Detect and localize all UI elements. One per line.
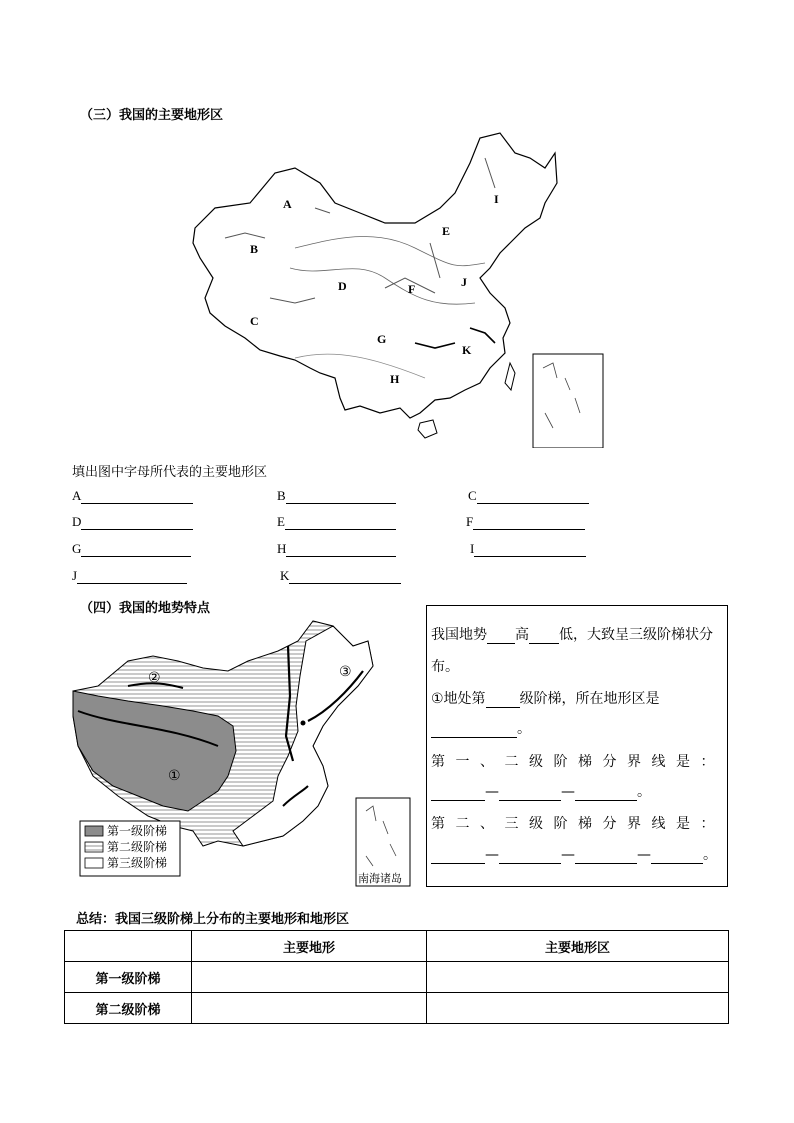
river-yangtze xyxy=(290,268,475,304)
blank-h[interactable] xyxy=(277,541,396,557)
blank-line-b[interactable] xyxy=(286,490,396,504)
terrain-steps-map xyxy=(68,616,413,888)
q3-dash-1: — xyxy=(485,784,499,800)
q4-blank-1[interactable] xyxy=(431,849,485,864)
blank-c[interactable] xyxy=(468,488,589,504)
table-header-terrain: 主要地形 xyxy=(192,931,427,962)
q1-text-b: 高 xyxy=(515,627,529,643)
blank-line-e[interactable] xyxy=(285,516,396,530)
inset-label: 南海诸岛 xyxy=(358,872,402,885)
q1-text-d: 布。 xyxy=(431,659,459,675)
question-4-line-1 xyxy=(431,813,725,833)
blank-label-a: A xyxy=(72,488,82,503)
q3-blank-3[interactable] xyxy=(575,786,637,801)
table-header-corner xyxy=(65,931,192,962)
table-header-row xyxy=(65,931,729,962)
blank-line-j[interactable] xyxy=(77,570,187,584)
q4-blank-2[interactable] xyxy=(499,849,561,864)
table-row-label: 第一级阶梯 xyxy=(65,962,192,993)
blank-label-h: H xyxy=(277,541,287,556)
q4-dash-3: — xyxy=(637,847,651,863)
map-label-h: H xyxy=(390,372,400,386)
q4-blank-4[interactable] xyxy=(651,849,703,864)
table-row xyxy=(65,962,729,993)
blank-g[interactable] xyxy=(72,541,191,557)
summary-table xyxy=(64,930,729,1024)
beijing-dot xyxy=(301,721,306,726)
map-label-k: K xyxy=(462,343,472,357)
table-cell-region[interactable] xyxy=(427,962,729,993)
q2-text-b: 级阶梯，所在地形区是 xyxy=(519,691,660,707)
blank-label-b: B xyxy=(277,488,286,503)
table-cell-region[interactable] xyxy=(427,993,729,1024)
q4-text: 第二、三级阶梯分界线是： xyxy=(431,816,725,832)
q3-text: 第一、二级阶梯分界线是： xyxy=(431,754,725,770)
q4-dash-2: — xyxy=(561,847,575,863)
question-2-line-2 xyxy=(431,718,725,738)
mountain-ranges xyxy=(225,158,495,303)
blank-line-k[interactable] xyxy=(289,570,401,584)
map-label-b: B xyxy=(250,242,259,256)
legend-label-1: 第一级阶梯 xyxy=(107,824,168,838)
legend-label-2: 第二级阶梯 xyxy=(107,840,168,854)
blank-label-i: I xyxy=(470,541,475,556)
blank-line-a[interactable] xyxy=(81,490,193,504)
china-outline xyxy=(193,133,557,418)
blank-i[interactable] xyxy=(470,541,586,557)
q3-end: 。 xyxy=(637,784,651,800)
table-row-label: 第二级阶梯 xyxy=(65,993,192,1024)
blank-label-k: K xyxy=(280,568,290,583)
step-mark-1: ① xyxy=(168,768,181,784)
q4-end: 。 xyxy=(703,847,717,863)
question-4-line-2 xyxy=(431,844,725,864)
section3-heading: （三）我国的主要地形区 xyxy=(80,108,224,123)
question-3-line-1 xyxy=(431,751,725,771)
map-label-a: A xyxy=(283,197,292,211)
q3-blank-2[interactable] xyxy=(499,786,561,801)
blank-b[interactable] xyxy=(277,488,396,504)
section4-heading: （四）我国的地势特点 xyxy=(80,601,211,616)
map-label-c: C xyxy=(250,314,259,328)
hainan-island xyxy=(418,420,437,438)
map-label-i: I xyxy=(494,192,499,206)
section3-instruction: 填出图中字母所代表的主要地形区 xyxy=(72,465,268,480)
china-terrain-map xyxy=(185,128,615,448)
blank-a[interactable] xyxy=(72,488,193,504)
blank-label-e: E xyxy=(277,514,285,529)
legend-swatch-1 xyxy=(85,826,103,836)
blank-k[interactable] xyxy=(280,568,401,584)
question-1-line-1 xyxy=(431,624,725,644)
blank-line-h[interactable] xyxy=(286,543,396,557)
blank-line-d[interactable] xyxy=(81,516,193,530)
q1-text-c: 低，大致呈三级阶梯状分 xyxy=(559,627,713,643)
map-label-e: E xyxy=(442,224,451,238)
terrain-boundaries xyxy=(415,328,495,348)
map-label-g: G xyxy=(377,332,387,346)
river-south xyxy=(295,354,425,378)
blank-e[interactable] xyxy=(277,514,396,530)
question-box xyxy=(426,605,728,887)
table-header-region: 主要地形区 xyxy=(427,931,729,962)
q2-text-a: ①地处第 xyxy=(431,691,486,707)
summary-heading: 总结：我国三级阶梯上分布的主要地形和地形区 xyxy=(76,912,350,927)
q3-dash-2: — xyxy=(561,784,575,800)
blank-f[interactable] xyxy=(466,514,585,530)
step-mark-3: ③ xyxy=(339,664,352,680)
step-mark-2: ② xyxy=(148,670,161,686)
question-1-line-2 xyxy=(431,656,725,676)
q2-blank-2[interactable] xyxy=(431,723,517,738)
q1-blank-2[interactable] xyxy=(529,629,559,644)
river-yellow xyxy=(295,236,485,265)
q4-dash-1: — xyxy=(485,847,499,863)
blank-label-d: D xyxy=(72,514,82,529)
legend-label-3: 第三级阶梯 xyxy=(107,856,168,870)
blank-d[interactable] xyxy=(72,514,193,530)
legend-swatch-3 xyxy=(85,858,103,868)
taiwan-island xyxy=(505,363,515,390)
map-label-f: F xyxy=(408,282,416,296)
question-3-line-2 xyxy=(431,781,725,801)
table-cell-terrain[interactable] xyxy=(192,993,427,1024)
q4-blank-3[interactable] xyxy=(575,849,637,864)
q1-blank-1[interactable] xyxy=(487,629,515,644)
map-label-d: D xyxy=(338,279,347,293)
blank-label-g: G xyxy=(72,541,82,556)
table-cell-terrain[interactable] xyxy=(192,962,427,993)
blank-label-f: F xyxy=(466,514,474,529)
blank-line-i[interactable] xyxy=(474,543,586,557)
terrain-steps-map-drawing xyxy=(68,616,413,888)
question-2-line-1 xyxy=(431,688,725,708)
blank-label-j: J xyxy=(72,568,78,583)
map-label-j: J xyxy=(461,275,467,289)
blank-line-c[interactable] xyxy=(477,490,589,504)
legend-swatch-2 xyxy=(85,842,103,852)
table-row xyxy=(65,993,729,1024)
china-terrain-map-drawing xyxy=(185,128,615,448)
blank-label-c: C xyxy=(468,488,477,503)
blank-j[interactable] xyxy=(72,568,187,584)
q3-blank-1[interactable] xyxy=(431,786,485,801)
q2-end: 。 xyxy=(517,721,531,737)
q1-text-a: 我国地势 xyxy=(431,627,487,643)
blank-line-f[interactable] xyxy=(473,516,585,530)
q2-blank-1[interactable] xyxy=(486,693,520,708)
blank-line-g[interactable] xyxy=(81,543,191,557)
